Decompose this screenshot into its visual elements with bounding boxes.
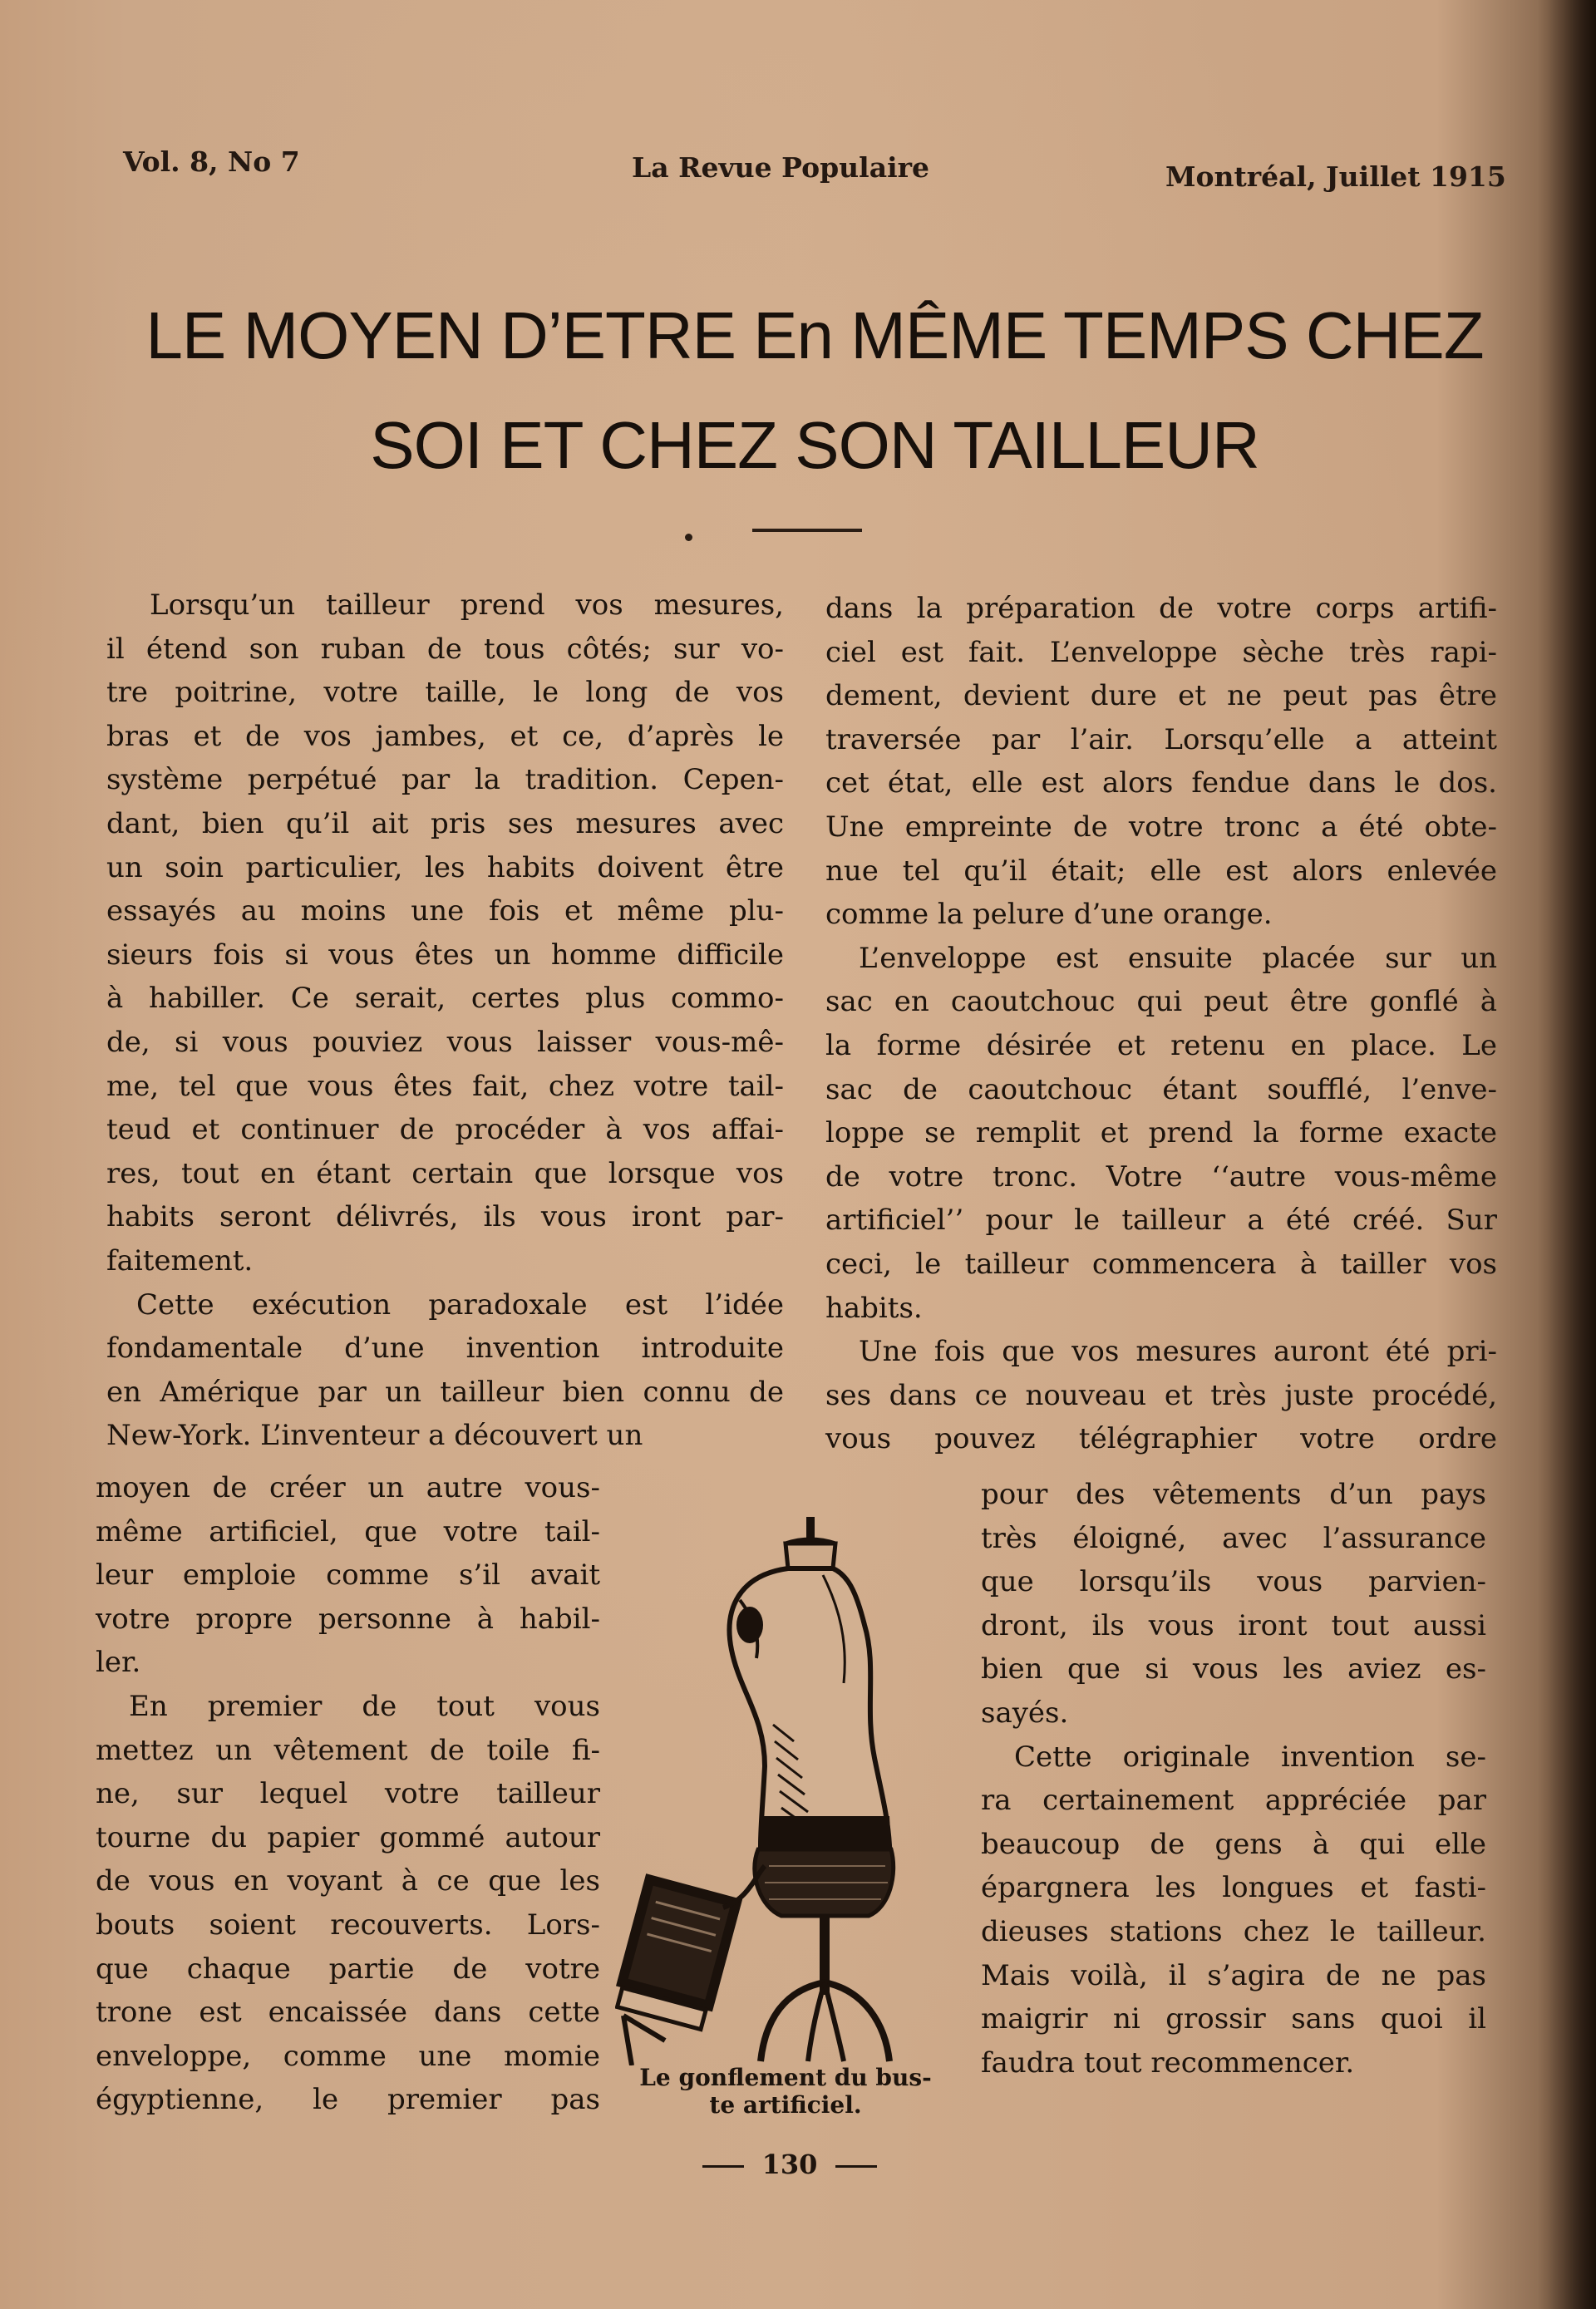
text-line: à habiller. Ce serait, certes plus commo-: [106, 982, 784, 1015]
text-line: habits seront délivrés, ils vous iront par-: [106, 1200, 784, 1233]
text-line: maigrir ni grossir sans quoi il: [981, 2002, 1486, 2036]
text-line: la forme désirée et retenu en place. Le: [825, 1029, 1497, 1062]
text-line: que lorsqu’ils vous parvien-: [981, 1565, 1486, 1598]
text-line: sac de caoutchouc étant soufflé, l’enve-: [825, 1073, 1497, 1106]
text-line: loppe se remplit et prend la forme exacte: [825, 1116, 1497, 1150]
text-line: L’enveloppe est ensuite placée sur un: [859, 942, 1497, 975]
title-rule: [752, 529, 862, 532]
page-folio: [665, 2149, 914, 2180]
text-line: artificiel’’ pour le tailleur a été créé. Sur: [825, 1204, 1497, 1237]
text-line: il étend son ruban de tous côtés; sur vo-: [106, 633, 784, 666]
text-line: faitement.: [106, 1244, 254, 1278]
folio-dash-right: [835, 2165, 877, 2168]
text-line: mettez un vêtement de toile fi-: [96, 1734, 600, 1767]
text-line: égyptienne, le premier pas: [96, 2083, 600, 2116]
text-line: faudra tout recommencer.: [981, 2046, 1355, 2080]
text-line: de, si vous pouviez vous laisser vous-mê-: [106, 1026, 784, 1059]
text-line: ler.: [96, 1646, 141, 1679]
article-title-line-1: LE MOYEN D’ETRE En MÊME TEMPS CHEZ: [145, 298, 1484, 372]
text-line: me, tel que vous êtes fait, chez votre tail-: [106, 1070, 784, 1103]
folio-dash-left: [702, 2165, 744, 2168]
text-line: bien que si vous les aviez es-: [981, 1652, 1486, 1686]
text-line: habits.: [825, 1292, 923, 1325]
text-line: même artificiel, que votre tail-: [96, 1515, 600, 1548]
text-line: nue tel qu’il était; elle est alors enlevée: [825, 854, 1497, 888]
text-line: pour des vêtements d’un pays: [981, 1478, 1486, 1511]
text-line: sieurs fois si vous êtes un homme difficile: [106, 938, 784, 972]
text-line: traversée par l’air. Lorsqu’elle a atteint: [825, 723, 1497, 756]
text-line: dans la préparation de votre corps artifi-: [825, 592, 1497, 625]
text-line: ne, sur lequel votre tailleur: [96, 1777, 600, 1810]
dress-form-illustration: [615, 1517, 956, 2065]
text-line: ciel est fait. L’enveloppe sèche très rapi-: [825, 636, 1497, 669]
text-line: cet état, elle est alors fendue dans le dos.: [825, 766, 1497, 800]
text-line: Lorsqu’un tailleur prend vos mesures,: [150, 588, 784, 622]
text-line: bras et de vos jambes, et ce, d’après le: [106, 720, 784, 753]
text-line: votre propre personne à habil-: [96, 1603, 600, 1636]
text-line: en Amérique par un tailleur bien connu de: [106, 1376, 784, 1409]
text-line: ceci, le tailleur commencera à tailler vos: [825, 1248, 1497, 1281]
text-line: dement, devient dure et ne peut pas être: [825, 679, 1497, 712]
text-line: de votre tronc. Votre ‘‘autre vous-même: [825, 1160, 1497, 1194]
text-line: comme la pelure d’une orange.: [825, 898, 1273, 931]
text-line: que chaque partie de votre: [96, 1952, 600, 1986]
text-line: New-York. L’inventeur a découvert un: [106, 1419, 643, 1452]
text-line: dieuses stations chez le tailleur.: [981, 1915, 1486, 1948]
text-line: très éloigné, avec l’assurance: [981, 1522, 1486, 1555]
article-title-line-2: SOI ET CHEZ SON TAILLEUR: [370, 408, 1259, 482]
text-line: tourne du papier gommé autour: [96, 1821, 600, 1854]
volume-number: Vol. 8, No 7: [123, 145, 300, 178]
text-line: essayés au moins une fois et même plu-: [106, 894, 784, 928]
text-line: vous pouvez télégraphier votre ordre: [825, 1422, 1497, 1455]
text-line: Cette originale invention se-: [1014, 1740, 1486, 1774]
text-line: sac en caoutchouc qui peut être gonflé à: [825, 985, 1497, 1018]
text-line: ra certainement appréciée par: [981, 1784, 1486, 1817]
text-line: tre poitrine, votre taille, le long de vos: [106, 676, 784, 709]
text-line: un soin particulier, les habits doivent être: [106, 851, 784, 884]
text-line: En premier de tout vous: [129, 1690, 600, 1723]
text-line: dant, bien qu’il ait pris ses mesures avec: [106, 807, 784, 840]
text-line: beaucoup de gens à qui elle: [981, 1828, 1486, 1861]
text-line: épargnera les longues et fasti-: [981, 1871, 1486, 1904]
ornament-dot: [685, 534, 692, 541]
illustration-caption-line-2: te artificiel.: [709, 2091, 862, 2119]
place-date: Montréal, Juillet 1915: [1165, 160, 1506, 193]
text-line: fondamentale d’une invention introduite: [106, 1332, 784, 1365]
text-line: Mais voilà, il s’agira de ne pas: [981, 1959, 1486, 1992]
text-line: teud et continuer de procéder à vos affai-: [106, 1113, 784, 1146]
text-line: moyen de créer un autre vous-: [96, 1471, 600, 1504]
page-edge-shadow: [1538, 0, 1596, 2309]
text-line: Cette exécution paradoxale est l’idée: [136, 1288, 784, 1322]
text-line: res, tout en étant certain que lorsque vos: [106, 1157, 784, 1190]
illustration-caption-line-1: Le gonflement du bus-: [639, 2064, 932, 2091]
text-line: Une empreinte de votre tronc a été obte-: [825, 810, 1497, 844]
text-line: dront, ils vous iront tout aussi: [981, 1609, 1486, 1642]
magazine-name: La Revue Populaire: [632, 151, 929, 184]
text-line: système perpétué par la tradition. Cepen-: [106, 763, 784, 796]
text-line: ses dans ce nouveau et très juste procédé,: [825, 1379, 1497, 1412]
page-number: 130: [761, 2149, 818, 2180]
text-line: enveloppe, comme une momie: [96, 2040, 600, 2073]
text-line: Une fois que vos mesures auront été pri-: [859, 1335, 1497, 1368]
text-line: sayés.: [981, 1696, 1069, 1730]
text-line: bouts soient recouverts. Lors-: [96, 1908, 600, 1942]
text-line: leur emploie comme s’il avait: [96, 1558, 600, 1592]
text-line: de vous en voyant à ce que les: [96, 1864, 600, 1898]
text-line: trone est encaissée dans cette: [96, 1996, 600, 2029]
